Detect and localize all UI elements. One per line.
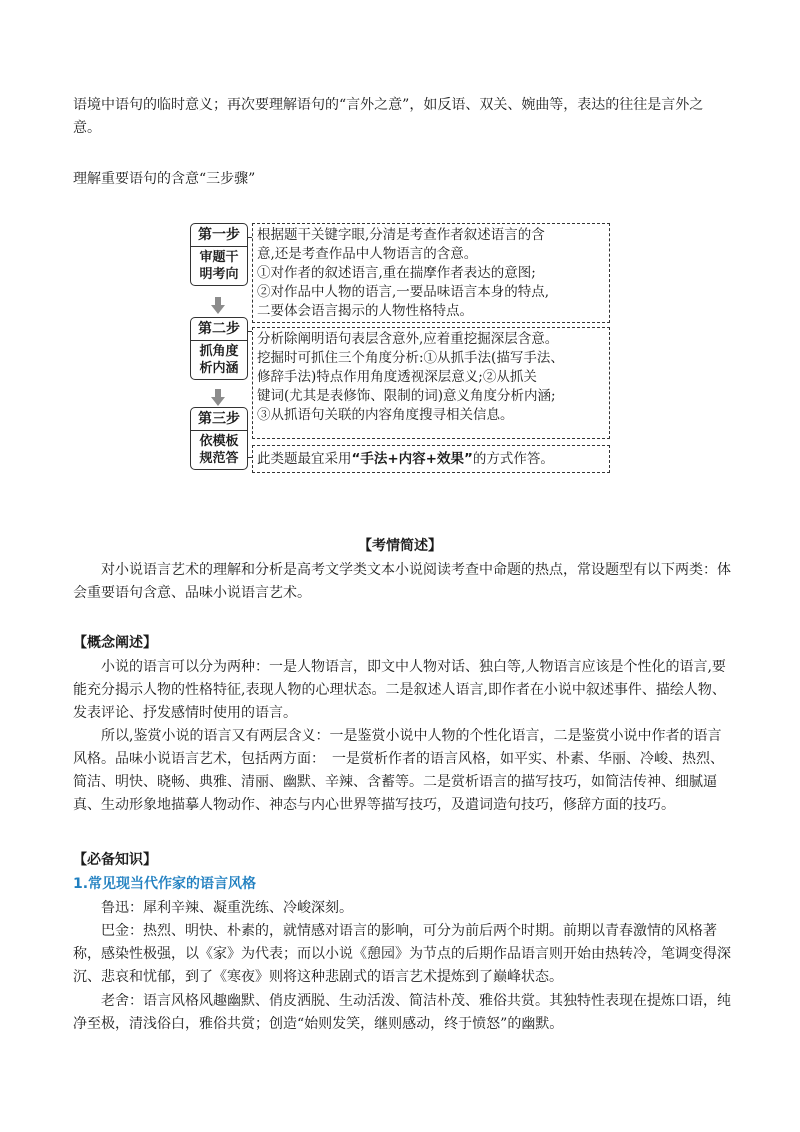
step-2-box [190,317,248,380]
bajin-paragraph: 巴金：热烈、明快、朴素的，就情感对语言的影响，可分为前后两个时期。前期以青春激情的风格著称，感染性极强，以《家》为代表；而以小说《憩园》为节点的后期作品语言则开始由热转冷，笔调变得深沉、悲哀和忧郁，到了《寒夜》则将这种悲剧式的语言艺术提炼到了巅峰状态。 [73,923,731,985]
step-2-body: 抓角度 析内涵 [199,344,239,376]
section-1-paragraph: 对小说语言艺术的理解和分析是高考文学类文本小说阅读考查中命题的热点，常设题型有以下两类：体会重要语句含意、品味小说语言艺术。 [73,562,731,601]
section-title-bibei: 【必备知识】 [73,852,157,868]
diagram-caption: 理解重要语句的含意“三步骤” [73,171,256,187]
step-3-detail: 此类题最宜采用“手法+内容+效果”的方式作答。 [252,445,610,473]
section-2-paragraph-2: 所以,鉴赏小说的语言又有两层含义：一是鉴赏小说中人物的个性化语言，二是鉴赏小说中作者的语言风格。品味小说语言艺术，包括两方面： 一是赏析作者的语言风格，如平实、朴素、华丽、冷峻、热烈、简洁、明快、晓畅、典雅、清丽、幽默、辛辣、含蓄等。二是赏析语言的描写技巧，如简洁传神、细腻逼真、生动形象地描摹人物动作、神态与内心世界等描写技巧，及遣词造句技巧，修辞方面的技巧。 [73,728,724,813]
arrow-down-icon [211,397,225,406]
step-1-detail: 根据题干关键字眼,分清是考查作者叙述语言的含 意,还是考查作品中人物语言的含意。 ①对作者的叙述语言,重在揣摩作者表达的意图; ②对作品中人物的语言,一要品味语言本身的特点, 二要体会语言揭示的人物性格特点。 [252,223,610,323]
luxun-paragraph: 鲁迅：犀利辛辣、凝重洗练、冷峻深刻。 [101,900,353,916]
step-2-title: 第二步 [191,318,247,341]
step-1-box [190,223,248,286]
step-3-body: 依模板 规范答 [199,434,239,466]
section-title-kaoqing: 【考情简述】 [358,538,442,554]
intro-line-2: 意。 [73,120,101,136]
subsection-title: 1.常见现当代作家的语言风格 [73,876,257,892]
step-1-body: 审题干 明考向 [199,250,239,282]
section-2-paragraph-1: 小说的语言可以分为两种：一是人物语言，即文中人物对话、独白等,人物语言应该是个性化的语言,要能充分揭示人物的性格特征,表现人物的心理状态。二是叙述人语言,即作者在小说中叙述事件、描绘人物、发表评论、抒发感情时使用的语言。 [73,659,726,721]
section-title-gainian: 【概念阐述】 [73,635,157,651]
step-3-title: 第三步 [191,408,247,431]
arrow-down-icon [211,305,225,314]
laoshe-paragraph: 老舍：语言风格风趣幽默、俏皮洒脱、生动活泼、简洁朴茂、雅俗共赏。其独特性表现在提炼口语，纯净至极，清浅俗白，雅俗共赏；创造“始则发笑，继则感动，终于愤怒”的幽默。 [73,993,731,1032]
step-2-detail: 分析除阐明语句表层含意外,应着重挖掘深层含意。 挖掘时可抓住三个角度分析:①从抓手法(描写手法、 修辞手法)特点作用角度透视深层意义;②从抓关 键词(尤其是表修饰、限制的词)意义角度分析内涵; ③从抓语句关联的内容角度搜寻相关信息。 [252,327,610,439]
step-1-title: 第一步 [191,224,247,247]
step-3-box [190,407,248,470]
intro-line-1: 语境中语句的临时意义；再次要理解语句的“言外之意”，如反语、双关、婉曲等，表达的往往是言外之 [73,97,704,113]
intro-text [73,94,733,140]
three-steps-diagram [190,219,614,475]
